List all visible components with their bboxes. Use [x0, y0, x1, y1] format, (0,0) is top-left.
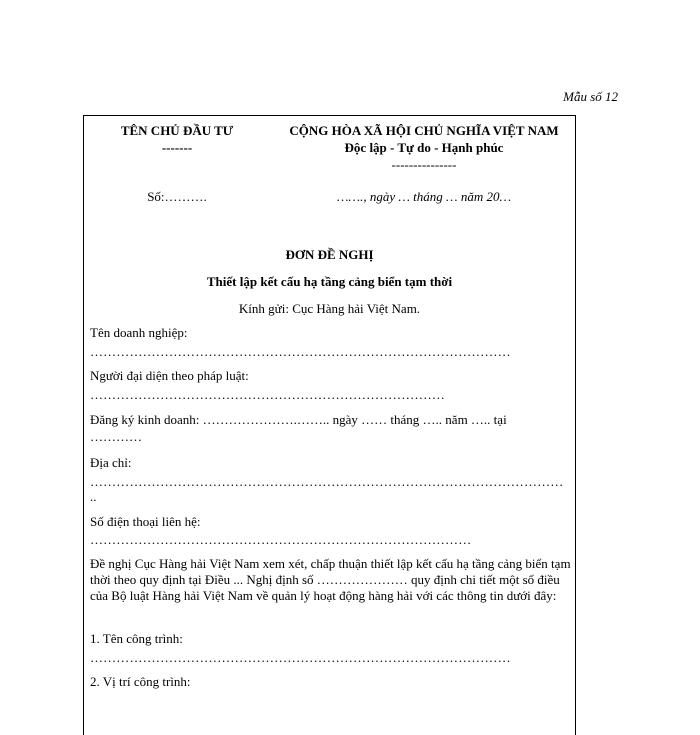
- company-name-label: Tên doanh nghiệp:: [90, 325, 188, 340]
- form-number: Mẫu số 12: [563, 89, 618, 104]
- project-name-blank: ……………………………………………………………………………………: [90, 650, 511, 665]
- national-motto: Độc lập - Tự do - Hạnh phúc: [344, 140, 504, 155]
- business-registration-line-continued: …………: [90, 429, 142, 444]
- address-label: Địa chỉ:: [90, 455, 132, 470]
- project-location-label: 2. Vị trí công trình:: [90, 674, 191, 689]
- company-name-blank: ……………………………………………………………………………………: [90, 344, 511, 359]
- document-subtitle: Thiết lập kết cấu hạ tầng cảng biển tạm thời: [206, 274, 453, 289]
- address-blank-continued: ..: [90, 489, 97, 504]
- investor-name-heading: TÊN CHỦ ĐẦU TƯ: [120, 123, 234, 138]
- document-date: ……., ngày … tháng … năm 20…: [336, 189, 512, 204]
- document-number: Số:……….: [147, 189, 207, 204]
- national-motto-divider: ---------------: [391, 157, 457, 172]
- document-frame: [83, 115, 576, 735]
- national-title: CỘNG HÒA XÃ HỘI CHỦ NGHĨA VIỆT NAM: [289, 123, 559, 138]
- address-blank: ………………………………………………………………………………………………: [90, 474, 564, 489]
- recipient-line: Kính gửi: Cục Hàng hải Việt Nam.: [238, 301, 421, 316]
- document-title: ĐƠN ĐỀ NGHỊ: [285, 247, 374, 262]
- phone-label: Số điện thoại liên hệ:: [90, 514, 201, 529]
- phone-blank: ……………………………………………………………………………: [90, 532, 472, 547]
- investor-name-divider: -------: [161, 140, 193, 155]
- request-paragraph: Đề nghị Cục Hàng hải Việt Nam xem xét, chấp thuận thiết lập kết cấu hạ tầng cảng biển tạm thời theo quy định tại Điều ... Nghị định số ………………… quy định chi tiết một số điều của Bộ luật Hàng hải Việt Nam về quản lý hoạt động hàng hải với các thông tin dưới đây:: [90, 556, 571, 603]
- legal-representative-label: Người đại diện theo pháp luật:: [90, 368, 249, 383]
- business-registration-line: Đăng ký kinh doanh: ………………….…….. ngày …… tháng ….. năm ….. tại: [90, 412, 507, 427]
- project-name-label: 1. Tên công trình:: [90, 631, 183, 646]
- legal-representative-blank: ………………………………………………………………………: [90, 387, 446, 402]
